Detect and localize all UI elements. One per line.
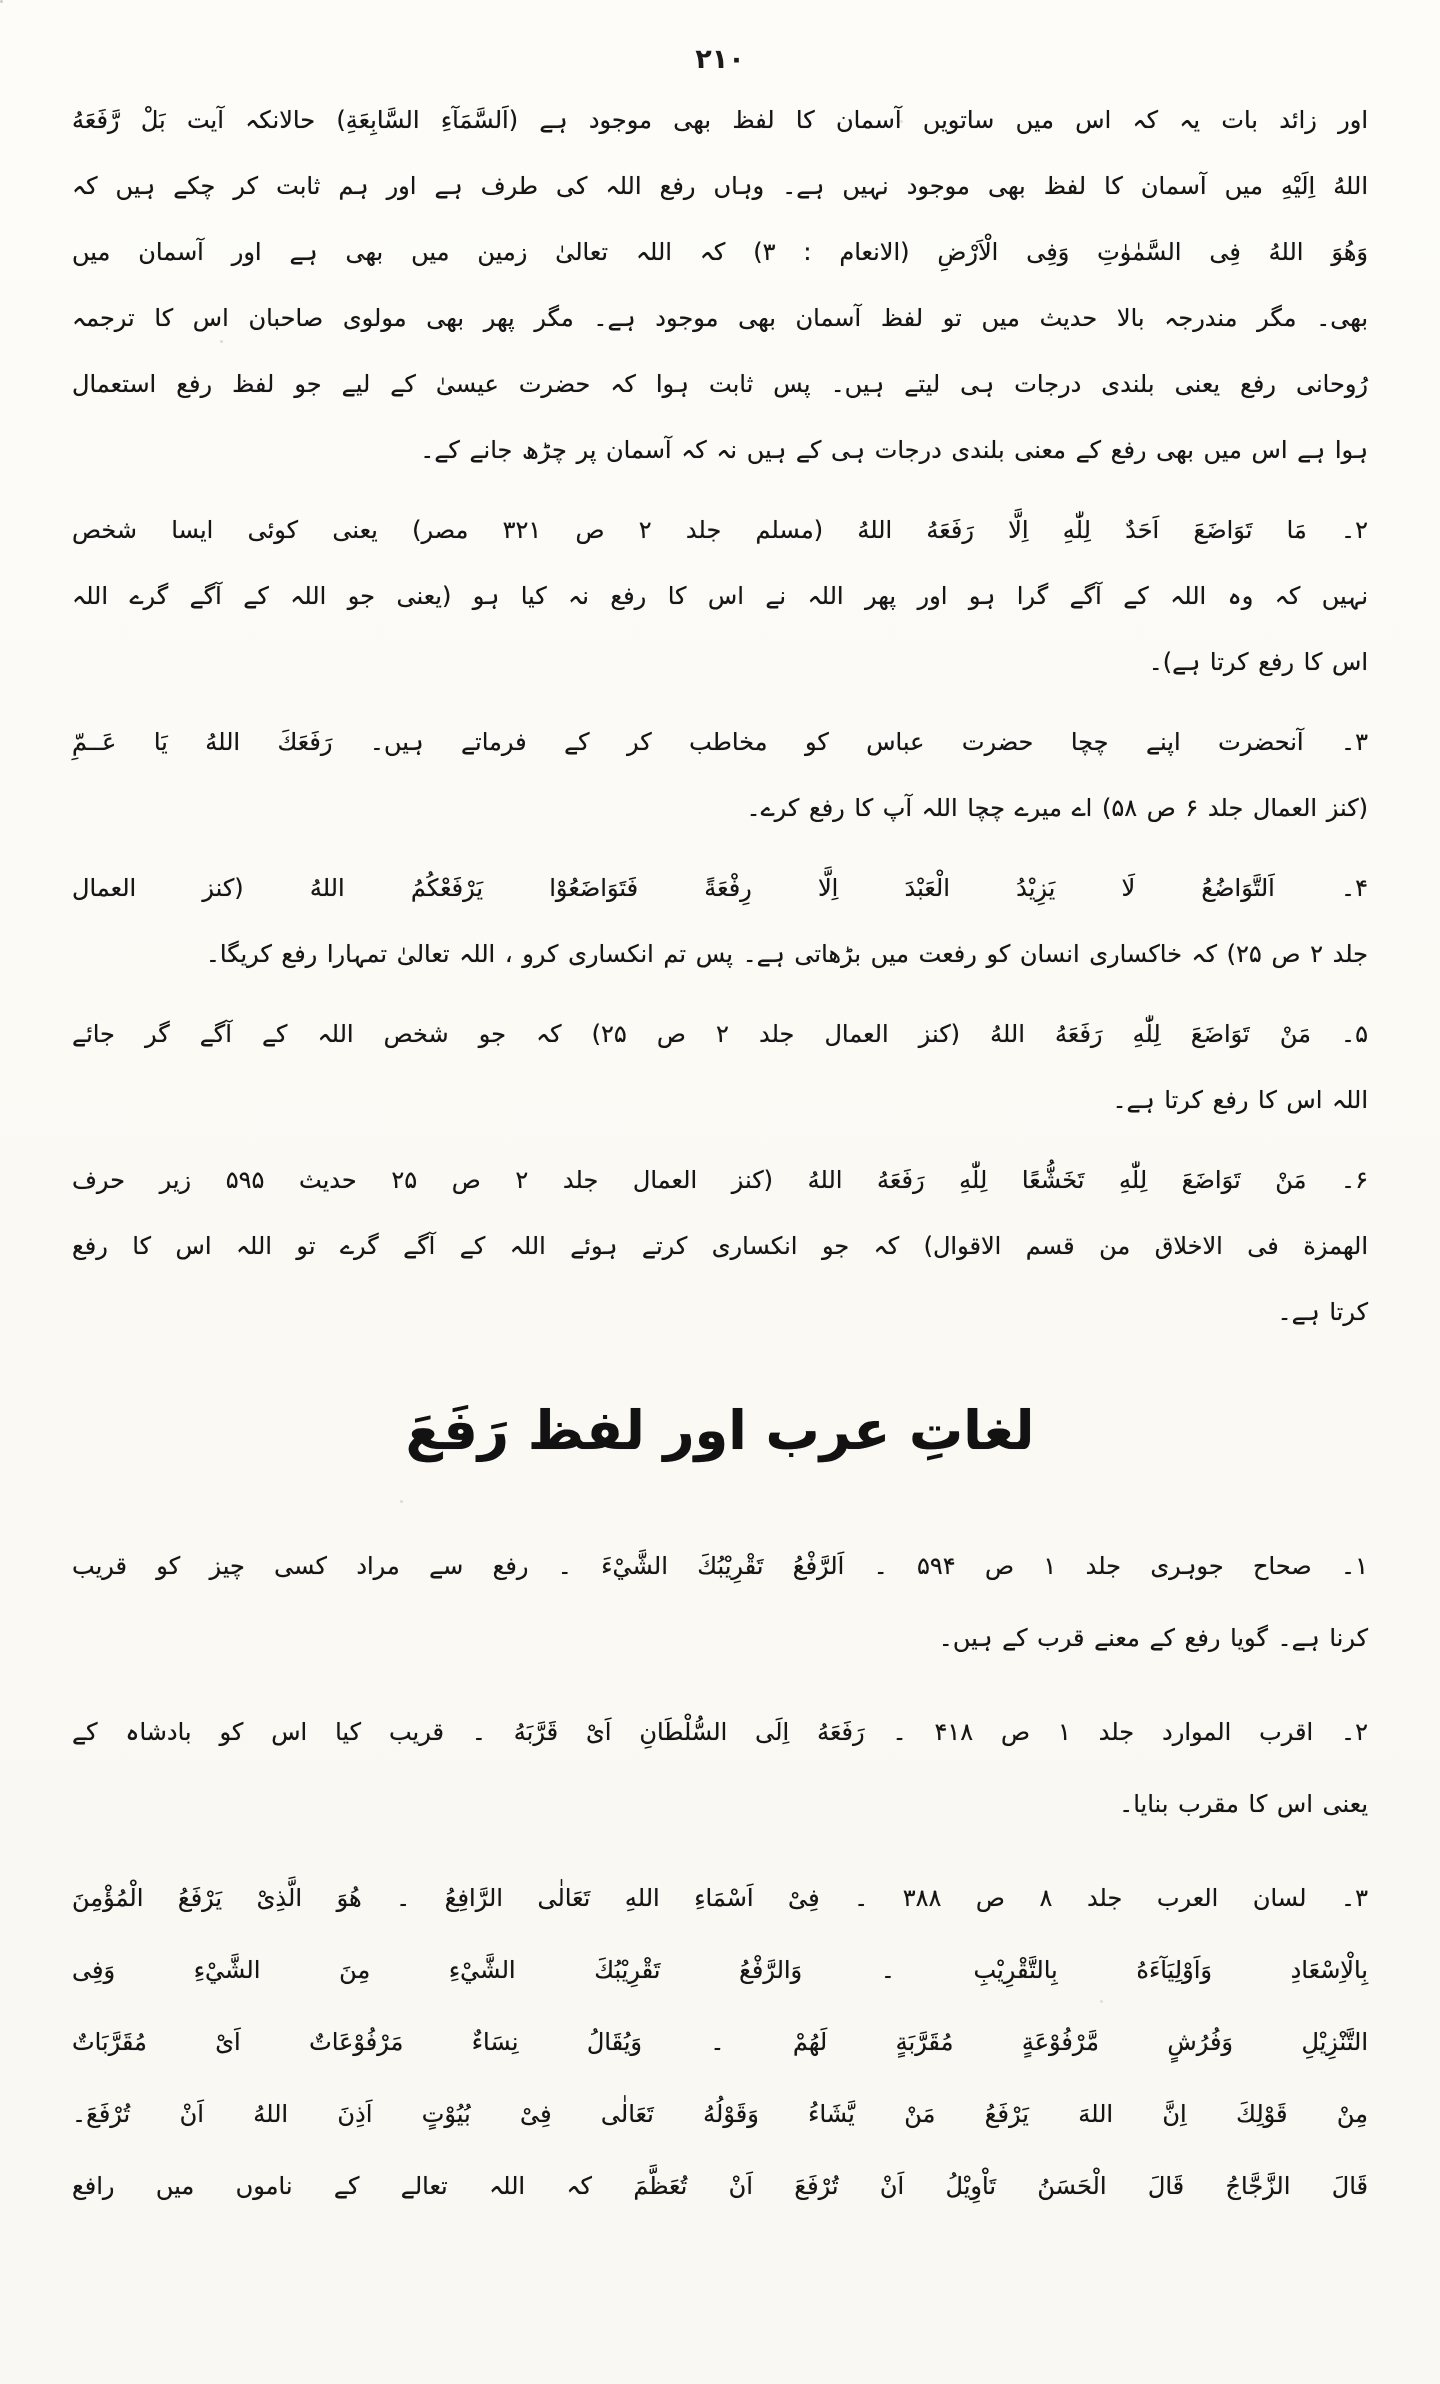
- text-line: اور زائد بات یہ کہ اس میں ساتویں آسمان کا لفظ بھی موجود ہے (اَلسَّمَآءِ السَّابِعَةِ) حالانکہ آیت بَلْ رَّفَعَهُ: [72, 106, 1368, 134]
- text-line: اللہ اس کا رفع کرتا ہے۔: [1112, 1086, 1368, 1114]
- scan-noise: [0, 0, 3, 3]
- text-line: بِالْاِسْعَادِ وَاَوْلِیَآءَهُ بِالتَّقْرِیْبِ ۔ وَالرَّفْعُ تَقْرِیْبُكَ الشَّيْءِ مِنَ الشَّيْءِ وَفِی: [72, 1956, 1368, 1985]
- intro-paragraph: [72, 87, 1368, 483]
- section-heading: لغاتِ عرب اور لفظ رَفَعَ: [405, 1399, 1035, 1462]
- text-line: ۳۔ لسان العرب جلد ۸ ص ۳۸۸ ۔ فِیْ اَسْمَاءِ اللهِ تَعَالٰی الرَّافِعُ ۔ هُوَ الَّذِیْ یَرْفَعُ الْمُؤْمِنَ: [72, 1884, 1368, 1913]
- text-line: ۱۔ صحاح جوہری جلد ۱ ص ۵۹۴ ۔ اَلرَّفْعُ تَقْرِیْبُكَ الشَّيْءَ ۔ رفع سے مراد کسی چیز کو قریب: [72, 1552, 1368, 1581]
- page-content: [72, 87, 1368, 2222]
- text-line: مِنْ قَوْلِكَ اِنَّ اللهَ یَرْفَعُ مَنْ یَّشَاءُ وَقَوْلُهُ تَعَالٰی فِیْ بُیُوْتٍ اَذِنَ اللهُ اَنْ تُرْفَعَ۔: [72, 2100, 1368, 2129]
- text-line: رُوحانی رفع یعنی بلندی درجات ہی لیتے ہیں۔ پس ثابت ہوا کہ حضرت عیسیٰ کے لیے جو لفظ رفع استعمال: [72, 370, 1368, 398]
- text-line: وَهُوَ اللهُ فِی السَّمٰوٰتِ وَفِی الْاَرْضِ (الانعام : ۳) کہ اللہ تعالیٰ زمین میں بھی ہے اور آسمان میں: [72, 238, 1369, 266]
- text-line: ۴۔ اَلتَّوَاضُعُ لَا یَزِیْدُ الْعَبْدَ اِلَّا رِفْعَةً فَتَوَاضَعُوْا یَرْفَعْكُمُ اللهُ (کنز العمال: [72, 874, 1368, 902]
- hadith-item-2: [72, 497, 1368, 695]
- lexicon-item-2: [72, 1696, 1368, 1840]
- lexicon-item-3: [72, 1862, 1368, 2222]
- text-line: بھی۔ مگر مندرجہ بالا حدیث میں تو لفظ آسمان بھی موجود ہے۔ مگر پھر بھی مولوی صاحبان اس کا ترجمہ: [72, 304, 1368, 332]
- text-line: اس کا رفع کرتا ہے)۔: [1148, 648, 1368, 676]
- hadith-item-3: [72, 709, 1368, 841]
- text-line: (کنز العمال جلد ۶ ص ۵۸) اے میرے چچا اللہ آپ کا رفع کرے۔: [746, 794, 1368, 822]
- text-line: کرتا ہے۔: [1277, 1298, 1368, 1326]
- text-line: التَّنْزِیْلِ وَفُرُشٍ مَّرْفُوْعَةٍ مُقَرَّبَةٍ لَهُمْ ۔ وَیُقَالُ نِسَاءٌ مَرْفُوْعَاتٌ اَیْ مُقَرَّبَاتٌ: [72, 2028, 1368, 2057]
- text-line: ۲۔ اقرب الموارد جلد ۱ ص ۴۱۸ ۔ رَفَعَهُ اِلَی السُّلْطَانِ اَیْ قَرَّبَهُ ۔ قریب کیا اس کو بادشاہ کے: [72, 1718, 1368, 1747]
- hadith-item-5: [72, 1001, 1368, 1133]
- text-line: قَالَ الزَّجَّاجُ قَالَ الْحَسَنُ تَاْوِیْلُ اَنْ تُرْفَعَ اَنْ تُعَظَّمَ کہ اللہ تعالے کے ناموں میں رافع: [72, 2172, 1368, 2201]
- text-line: الهمزة فی الاخلاق من قسم الاقوال) کہ جو انکساری کرتے ہوئے اللہ کے آگے گرے تو اللہ اس کا رفع: [72, 1232, 1368, 1260]
- text-line: ۶۔ مَنْ تَوَاضَعَ لِلّٰهِ تَخَشُّعًا لِلّٰهِ رَفَعَهُ اللهُ (کنز العمال جلد ۲ ص ۲۵ حدیث ۵۹۵ زیر حرف: [72, 1166, 1369, 1194]
- text-line: ہوا ہے اس میں بھی رفع کے معنی بلندی درجات ہی کے ہیں نہ کہ آسمان پر چڑھ جانے کے۔: [420, 436, 1368, 464]
- lexicon-item-1: [72, 1530, 1368, 1674]
- text-line: اللهُ اِلَیْهِ میں آسمان کا لفظ بھی موجود نہیں ہے۔ وہاں رفع اللہ کی طرف ہے اور ہم ثابت کر چکے ہیں کہ: [72, 172, 1368, 200]
- text-line: یعنی اس کا مقرب بنایا۔: [1119, 1790, 1368, 1819]
- text-line: ۵۔ مَنْ تَوَاضَعَ لِلّٰهِ رَفَعَهُ اللهُ (کنز العمال جلد ۲ ص ۲۵) کہ جو شخص اللہ کے آگے گر جائے: [72, 1020, 1368, 1048]
- hadith-item-4: [72, 855, 1368, 987]
- text-line: نہیں کہ وہ اللہ کے آگے گرا ہو اور پھر اللہ نے اس کا رفع نہ کیا ہو (یعنی جو اللہ کے آگے گرے اللہ: [72, 582, 1368, 610]
- text-line: کرنا ہے۔ گویا رفع کے معنے قرب کے ہیں۔: [938, 1624, 1368, 1653]
- text-line: ۲۔ مَا تَوَاضَعَ اَحَدٌ لِلّٰهِ اِلَّا رَفَعَهُ اللهُ (مسلم جلد ۲ ص ۳۲۱ مصر) یعنی کوئی ایسا شخص: [72, 516, 1368, 544]
- text-line: ۳۔ آنحضرت اپنے چچا حضرت عباس کو مخاطب کر کے فرماتے ہیں۔ رَفَعَكَ اللهُ یَا عَــمِّ: [72, 728, 1368, 756]
- hadith-item-6: [72, 1147, 1368, 1345]
- page-number: ۲۱۰: [695, 44, 745, 75]
- text-line: جلد ۲ ص ۲۵) کہ خاکساری انسان کو رفعت میں بڑھاتی ہے۔ پس تم انکساری کرو ، اللہ تعالیٰ تمہارا رفع کریگا۔: [205, 940, 1368, 968]
